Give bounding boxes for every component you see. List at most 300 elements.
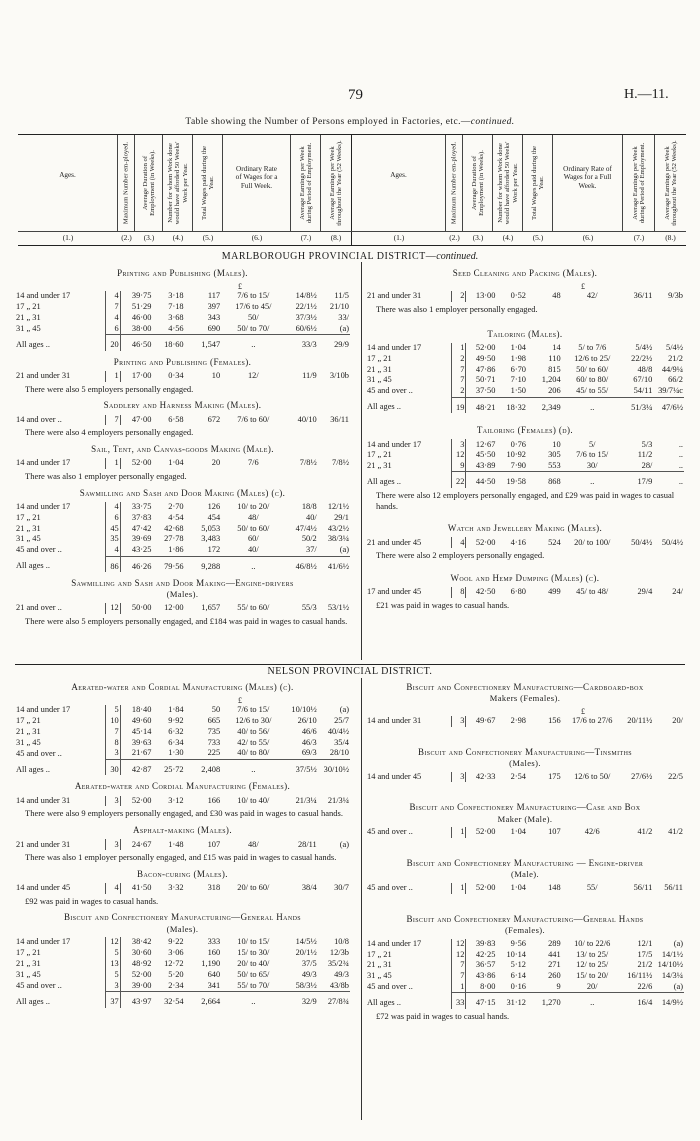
cell-avg-earn-year: 43/2½ — [327, 523, 349, 533]
cell-total-wages: 271 — [548, 960, 561, 970]
cell-ages: All ages .. — [16, 764, 50, 774]
header-num: (4.) — [172, 233, 184, 242]
section-title: Watch and Jewellery Making (Males). — [447, 523, 603, 534]
cell-avg-earn-year: 35/2¾ — [327, 959, 349, 969]
cell-avg-earn-period: 17/9 — [623, 472, 654, 488]
cell-max-employed: 7 — [452, 971, 466, 982]
cell-avg-earn-year: (a) — [673, 938, 683, 948]
cell-total-wages: 1,270 — [527, 993, 562, 1009]
cell-max-employed: 7 — [105, 302, 120, 313]
cell-ages: 21 „ 31 — [16, 726, 41, 736]
cell-avg-duration: 49·67 — [466, 716, 497, 727]
header-50-weeks: Number for whom Work done would have afforded 50 Weeks' Work per Year. — [166, 141, 189, 225]
cell-work-50-weeks: 3·32 — [168, 883, 184, 893]
cell-avg-duration: 12·67 — [466, 439, 497, 450]
cell-work-50-weeks: 1·04 — [510, 827, 526, 837]
cell-avg-earn-year: 50/4½ — [661, 537, 683, 547]
rows-table — [366, 716, 684, 727]
cell-avg-earn-year: 30/10½ — [318, 759, 350, 775]
cell-avg-duration: 38·42 — [120, 937, 152, 948]
cell-work-50-weeks: 2·98 — [510, 716, 526, 726]
section-note: There were also 12 employers personally engaged, and £29 was paid in wages to casual hands. — [376, 489, 675, 511]
section-title — [15, 912, 350, 934]
section-title-line: (Males). — [166, 923, 199, 934]
cell-work-50-weeks: 9·22 — [168, 937, 184, 947]
cell-max-employed: 12 — [105, 937, 120, 948]
cell-work-50-weeks: 0·76 — [510, 439, 526, 449]
section-title: Aerated-water and Cordial Manufacturing (Females). — [74, 781, 291, 792]
cell-ages: 17 „ 21 — [367, 353, 392, 363]
cell-max-employed: 4 — [452, 537, 466, 548]
table-row — [15, 371, 350, 382]
cell-ordinary-rate: 10/ to 40/ — [237, 795, 270, 805]
cell-avg-duration: 43·25 — [120, 545, 152, 556]
cell-max-employed: 3 — [105, 839, 120, 850]
section-title-line: (Males). — [509, 757, 541, 768]
header-50-weeks: Number for whom Work done would have afforded 50 Weeks' Work per Year. — [496, 141, 519, 225]
section-title-line: (Females). — [504, 924, 546, 935]
cell-avg-earn-period: 38/4 — [301, 883, 317, 893]
table-row — [15, 748, 350, 759]
cell-avg-earn-period: 69/3 — [301, 748, 317, 758]
cell-ordinary-rate: .. — [221, 759, 285, 775]
cell-work-50-weeks: 1·50 — [510, 386, 526, 396]
cell-work-50-weeks: 3·12 — [168, 795, 184, 805]
page-reference: H.—11. — [624, 87, 669, 102]
cell-max-employed: 6 — [105, 324, 120, 335]
cell-avg-duration: 42·87 — [120, 759, 152, 775]
cell-avg-earn-year: 11/5 — [334, 291, 349, 301]
cell-work-50-weeks: 6·32 — [168, 726, 184, 736]
cell-max-employed: 86 — [105, 556, 120, 572]
cell-avg-duration: 47·42 — [120, 524, 152, 535]
cell-avg-earn-year: 36/11 — [330, 414, 349, 424]
cell-total-wages: 672 — [207, 414, 221, 424]
district-heading-nelson: NELSON PROVINCIAL DISTRICT. — [267, 666, 433, 677]
section-title — [366, 682, 684, 704]
table-row — [15, 948, 350, 959]
cell-total-wages: 1,204 — [541, 375, 561, 385]
cell-max-employed: 33 — [452, 993, 466, 1009]
section-title: Asphalt-making (Males). — [133, 825, 232, 836]
cell-ordinary-rate: .. — [562, 472, 623, 488]
cell-ordinary-rate: 42/ — [586, 291, 598, 301]
table-row — [15, 738, 350, 749]
cell-ordinary-rate: 40/ — [247, 545, 259, 555]
total-row — [366, 472, 684, 488]
table-row — [366, 960, 684, 971]
cell-avg-earn-year: 21/10 — [329, 302, 349, 312]
rows-table — [15, 458, 350, 469]
rows-table — [15, 502, 350, 572]
cell-total-wages: 1,190 — [201, 959, 221, 969]
pound-marker — [15, 696, 350, 705]
cell-avg-earn-period: 11/2 — [637, 450, 653, 460]
cell-ordinary-rate: .. — [221, 556, 285, 572]
cell-total-wages: 2,349 — [527, 397, 562, 413]
cell-ages: 21 „ 31 — [367, 461, 392, 471]
table-title — [0, 117, 700, 129]
table-row — [366, 716, 684, 727]
table-row — [366, 971, 684, 982]
cell-total-wages: 117 — [207, 291, 221, 301]
rows-table — [366, 772, 684, 783]
cell-avg-earn-year: 41/6½ — [318, 556, 350, 572]
header-max-employed: Maximum Number em-ployed. — [450, 141, 458, 225]
section-title-line: Sawmilling and Sash and Door Making—Engine-drivers — [71, 578, 294, 589]
cell-avg-duration: 46·26 — [120, 556, 152, 572]
rows-table — [366, 939, 684, 1009]
cell-total-wages: 289 — [548, 938, 561, 948]
header-avg-duration: Average Duration of Employment (in Weeks). — [470, 150, 485, 216]
cell-ordinary-rate: 12/ to 25/ — [576, 960, 609, 970]
cell-ordinary-rate: .. — [221, 335, 285, 351]
total-row — [15, 992, 350, 1008]
pound-marker — [366, 282, 684, 291]
cell-avg-earn-year: (a) — [339, 839, 349, 849]
cell-work-50-weeks: 1·86 — [168, 545, 184, 555]
cell-ages: 14 and under 17 — [16, 291, 71, 301]
cell-avg-duration: 52·00 — [120, 796, 152, 807]
cell-avg-earn-period: 7/8½ — [299, 458, 317, 468]
cell-avg-duration: 37·83 — [120, 513, 152, 524]
district-continued: continued. — [436, 251, 479, 262]
section-title — [366, 802, 684, 824]
cell-ordinary-rate: 40/ to 80/ — [237, 748, 270, 758]
cell-max-employed: 10 — [105, 716, 120, 727]
cell-ordinary-rate: 42/ to 55/ — [237, 737, 270, 747]
pound-sign: £ — [581, 706, 585, 716]
cell-max-employed: 12 — [452, 450, 466, 461]
cell-avg-earn-year: (a) — [339, 323, 349, 333]
cell-ordinary-rate: 48/ — [247, 839, 259, 849]
section-title-line: Biscuit and Confectionery Manufacturing—General Hands — [63, 912, 302, 923]
rows-table — [366, 537, 684, 548]
section-note: There were also 2 employers personally engaged. — [376, 550, 545, 561]
cell-avg-earn-period: 47/4½ — [295, 523, 317, 533]
cell-max-employed: 2 — [452, 291, 466, 302]
rows-table — [15, 291, 350, 350]
cell-avg-earn-year: 41/2 — [668, 827, 683, 837]
cell-max-employed: 3 — [105, 748, 120, 759]
cell-ages: 21 „ 31 — [367, 364, 392, 374]
cell-work-50-weeks: 31·12 — [496, 993, 527, 1009]
cell-ordinary-rate: 55/ to 70/ — [237, 980, 270, 990]
cell-avg-earn-year: .. — [678, 460, 683, 470]
cell-ordinary-rate: .. — [221, 992, 285, 1008]
cell-avg-earn-year: 35/4 — [334, 737, 349, 747]
cell-ages: 21 „ 31 — [16, 959, 41, 969]
section-title-line: Biscuit and Confectionery Manufacturing—General Hands — [406, 913, 644, 924]
cell-avg-earn-year: 28/10 — [329, 748, 349, 758]
cell-max-employed: 1 — [452, 982, 466, 993]
cell-avg-earn-period: 50/2 — [301, 534, 317, 544]
cell-ages: 45 and over .. — [16, 980, 62, 990]
cell-ordinary-rate: 45/ to 55/ — [576, 386, 609, 396]
table-row — [15, 513, 350, 524]
table-row — [15, 302, 350, 313]
cell-total-wages: 206 — [548, 386, 561, 396]
cell-avg-earn-year: 7/8½ — [332, 458, 349, 468]
cell-avg-earn-year: .. — [678, 450, 683, 460]
data-table — [15, 415, 350, 426]
cell-ages: 17 „ 21 — [367, 450, 392, 460]
cell-avg-earn-year: 10/8 — [334, 937, 349, 947]
cell-total-wages: 110 — [548, 353, 561, 363]
cell-avg-duration: 39·00 — [120, 981, 152, 992]
data-table — [366, 343, 684, 413]
cell-ages: 45 and over .. — [367, 883, 413, 893]
cell-total-wages: 735 — [207, 726, 221, 736]
cell-work-50-weeks: 12·00 — [164, 603, 184, 613]
cell-avg-earn-period: 28/ — [641, 460, 653, 470]
table-row — [15, 313, 350, 324]
cell-max-employed: 7 — [105, 727, 120, 738]
table-row — [15, 534, 350, 545]
cell-ordinary-rate: 30/ — [586, 460, 598, 470]
cell-avg-duration: 39·75 — [120, 291, 152, 302]
cell-avg-earn-period: 28/11 — [297, 839, 317, 849]
section-title-line: Maker (Male). — [497, 813, 553, 824]
table-row — [366, 354, 684, 365]
cell-work-50-weeks: 5·12 — [510, 960, 526, 970]
cell-max-employed: 8 — [452, 587, 466, 598]
cell-avg-duration: 13·00 — [466, 291, 497, 302]
cell-avg-duration: 39·63 — [120, 738, 152, 749]
cell-max-employed: 3 — [452, 439, 466, 450]
cell-avg-earn-year: .. — [653, 472, 684, 488]
cell-ordinary-rate: 50/ to 70/ — [237, 323, 270, 333]
cell-total-wages: 50 — [211, 705, 221, 715]
cell-max-employed: 1 — [452, 343, 466, 354]
section-note: There were also 9 employers personally engaged, and £30 was paid in wages to casual hands. — [25, 808, 343, 819]
table-row — [366, 461, 684, 472]
cell-avg-duration: 41·50 — [120, 883, 152, 894]
header-ages: Ages. — [59, 171, 76, 179]
cell-max-employed: 4 — [105, 545, 120, 556]
cell-avg-earn-period: 5/4½ — [635, 343, 653, 353]
cell-total-wages: 733 — [207, 737, 221, 747]
cell-ages: 45 and over .. — [16, 748, 62, 758]
cell-total-wages: 868 — [527, 472, 562, 488]
header-num: (7.) — [633, 233, 645, 242]
cell-ordinary-rate: 5/ — [588, 439, 596, 449]
section-note: There were also 5 employers personally engaged, and £184 was paid in wages to casual hands. — [25, 615, 348, 626]
cell-avg-duration: 46·00 — [120, 313, 152, 324]
table-row — [366, 537, 684, 548]
cell-total-wages: 126 — [207, 502, 221, 512]
cell-total-wages: 107 — [548, 827, 561, 837]
table-row — [366, 365, 684, 376]
table-row — [15, 970, 350, 981]
pound-sign: £ — [581, 282, 585, 292]
section-title: Saddlery and Harness Making (Males). — [103, 400, 262, 411]
total-row — [366, 993, 684, 1009]
cell-max-employed: 7 — [452, 375, 466, 386]
cell-ordinary-rate: 20/ to 60/ — [237, 883, 270, 893]
cell-avg-earn-year: 21/2 — [668, 353, 683, 363]
cell-work-50-weeks: 32·54 — [152, 992, 184, 1008]
cell-max-employed: 22 — [452, 472, 466, 488]
cell-avg-earn-period: 37/3½ — [295, 312, 317, 322]
table-row — [366, 772, 684, 783]
table-row — [15, 727, 350, 738]
cell-avg-earn-period: 33/3 — [286, 335, 318, 351]
section-note: There were also 4 employers personally engaged. — [25, 427, 194, 438]
cell-ordinary-rate: 55/ — [586, 883, 598, 893]
cell-ages: 21 and under 31 — [367, 291, 422, 301]
cell-avg-duration: 38·00 — [120, 324, 152, 335]
cell-total-wages: 640 — [207, 969, 221, 979]
section-title: Tailoring (Females) (d). — [476, 425, 574, 436]
header-num: (3.) — [472, 233, 484, 242]
cell-work-50-weeks: 1·30 — [168, 748, 184, 758]
cell-ordinary-rate: 17/6 to 45/ — [235, 302, 272, 312]
cell-work-50-weeks: 1·84 — [168, 705, 184, 715]
cell-work-50-weeks: 1·98 — [510, 353, 526, 363]
cell-ages: 17 „ 21 — [16, 948, 41, 958]
cell-total-wages: 48 — [552, 291, 561, 301]
section-title-line: Biscuit and Confectionery Manufacturing—Case and Box — [409, 802, 641, 813]
header-avg-duration: Average Duration of Employment (in Weeks). — [141, 150, 156, 216]
cell-work-50-weeks: 0·34 — [168, 371, 184, 381]
cell-avg-duration: 46·50 — [120, 335, 152, 351]
rows-table — [15, 796, 350, 807]
cell-ages: 14 and under 17 — [367, 938, 422, 948]
cell-total-wages: 9 — [556, 981, 561, 991]
cell-ages: All ages .. — [367, 477, 401, 487]
cell-total-wages: 160 — [207, 948, 221, 958]
cell-total-wages: 10 — [552, 439, 561, 449]
page-number: 79 — [348, 87, 363, 103]
table-row — [15, 959, 350, 970]
cell-avg-duration: 47·86 — [466, 365, 497, 376]
cell-avg-earn-period: 40/ — [306, 512, 317, 522]
cell-avg-earn-period: 46/6 — [301, 726, 317, 736]
cell-max-employed: 5 — [105, 970, 120, 981]
section-title: Seed Cleaning and Packing (Males). — [452, 268, 598, 278]
district-name: MARLBOROUGH PROVINCIAL DISTRICT— — [221, 251, 437, 262]
cell-ordinary-rate: 7/6 to 60/ — [237, 414, 270, 424]
cell-avg-earn-year: 27/8¾ — [318, 992, 350, 1008]
pound-marker — [366, 707, 684, 716]
cell-avg-earn-year: 30/7 — [334, 883, 349, 893]
section-title — [366, 747, 684, 769]
cell-max-employed: 1 — [452, 827, 466, 838]
cell-total-wages: 225 — [207, 748, 221, 758]
cell-avg-earn-period: 10/10½ — [291, 705, 317, 715]
data-table — [15, 371, 350, 382]
cell-avg-duration: 51·29 — [120, 302, 152, 313]
table-row — [366, 939, 684, 950]
pound-sign: £ — [238, 282, 242, 292]
header-avg-earnings-year: Average Earnings per Week throughout the Year (52 Weeks). — [663, 140, 678, 226]
cell-work-50-weeks: 18·32 — [496, 397, 527, 413]
cell-work-50-weeks: 6·58 — [168, 414, 184, 424]
cell-avg-duration: 52·00 — [120, 970, 152, 981]
cell-ordinary-rate: 12/6 to 50/ — [574, 771, 611, 781]
cell-max-employed: 5 — [105, 705, 120, 716]
cell-work-50-weeks: 1·48 — [168, 839, 184, 849]
cell-total-wages: 441 — [548, 949, 561, 959]
cell-avg-earn-year: 24/ — [672, 587, 683, 597]
cell-total-wages: 524 — [548, 537, 561, 547]
cell-avg-earn-period: 5/3 — [641, 439, 653, 449]
header-avg-earnings-period: Average Earnings per Week during Period of Employment. — [298, 142, 313, 224]
cell-avg-earn-period: 22/2½ — [631, 353, 653, 363]
cell-total-wages: 2,664 — [185, 992, 222, 1008]
cell-avg-earn-period: 26/10 — [297, 716, 317, 726]
section-title — [366, 858, 684, 880]
nelson-right — [366, 676, 684, 1022]
cell-work-50-weeks: 1·04 — [510, 343, 526, 353]
cell-avg-earn-period: 46/8½ — [286, 556, 318, 572]
cell-avg-duration: 42·50 — [466, 587, 497, 598]
cell-ages: 21 and under 31 — [16, 839, 71, 849]
cell-avg-earn-period: 50/4½ — [631, 537, 653, 547]
cell-total-wages: 305 — [548, 450, 561, 460]
data-table — [366, 587, 684, 598]
cell-work-50-weeks: 6·80 — [510, 587, 526, 597]
table-row — [366, 439, 684, 450]
cell-max-employed: 13 — [105, 959, 120, 970]
cell-ages: 14 and under 31 — [16, 795, 71, 805]
rows-table — [366, 883, 684, 894]
header-num: (6.) — [582, 233, 594, 242]
cell-work-50-weeks: 3·68 — [168, 312, 184, 322]
cell-ordinary-rate: .. — [562, 993, 623, 1009]
cell-ordinary-rate: 13/ to 25/ — [576, 949, 609, 959]
table-row — [15, 981, 350, 992]
table-row — [15, 603, 350, 614]
cell-avg-earn-year: (a) — [673, 981, 683, 991]
cell-avg-duration: 49·50 — [466, 354, 497, 365]
cell-max-employed: 7 — [105, 415, 120, 426]
cell-work-50-weeks: 79·56 — [152, 556, 184, 572]
cell-avg-earn-year: 56/11 — [664, 883, 683, 893]
cell-work-50-weeks: 0·52 — [510, 291, 526, 301]
cell-avg-duration: 36·57 — [466, 960, 497, 971]
cell-ordinary-rate: 15/ to 20/ — [576, 971, 609, 981]
cell-work-50-weeks: 19·58 — [496, 472, 527, 488]
cell-work-50-weeks: 18·60 — [152, 335, 184, 351]
cell-total-wages: 156 — [548, 716, 561, 726]
cell-avg-earn-period: 29/4 — [637, 587, 653, 597]
table-row — [15, 716, 350, 727]
cell-avg-earn-period: 58/3½ — [295, 980, 317, 990]
table-row — [15, 291, 350, 302]
cell-avg-duration: 52·00 — [466, 537, 497, 548]
cell-avg-earn-period: 12/1 — [637, 938, 653, 948]
cell-ages: 17 „ 21 — [16, 302, 41, 312]
table-title-continued: continued. — [470, 117, 515, 127]
cell-work-50-weeks: 9·56 — [510, 938, 526, 948]
section-title: Printing and Publishing (Males). — [117, 268, 248, 278]
cell-max-employed: 20 — [105, 335, 120, 351]
cell-ordinary-rate: 5/ to 7/6 — [578, 343, 607, 353]
cell-total-wages: 690 — [207, 323, 221, 333]
cell-avg-earn-year: 5/4½ — [666, 343, 683, 353]
cell-max-employed: 1 — [105, 371, 120, 382]
table-row — [366, 827, 684, 838]
cell-avg-earn-period: 36/11 — [633, 291, 653, 301]
cell-ages: 17 and under 45 — [367, 587, 422, 597]
cell-avg-earn-period: 27/6½ — [631, 771, 653, 781]
cell-ordinary-rate: 20/ — [586, 981, 598, 991]
section-title: Sawmilling and Sash and Door Making (Males) (c). — [79, 487, 286, 498]
header-num: (2.) — [121, 233, 132, 242]
cell-avg-earn-period: 21/3¼ — [295, 795, 317, 805]
